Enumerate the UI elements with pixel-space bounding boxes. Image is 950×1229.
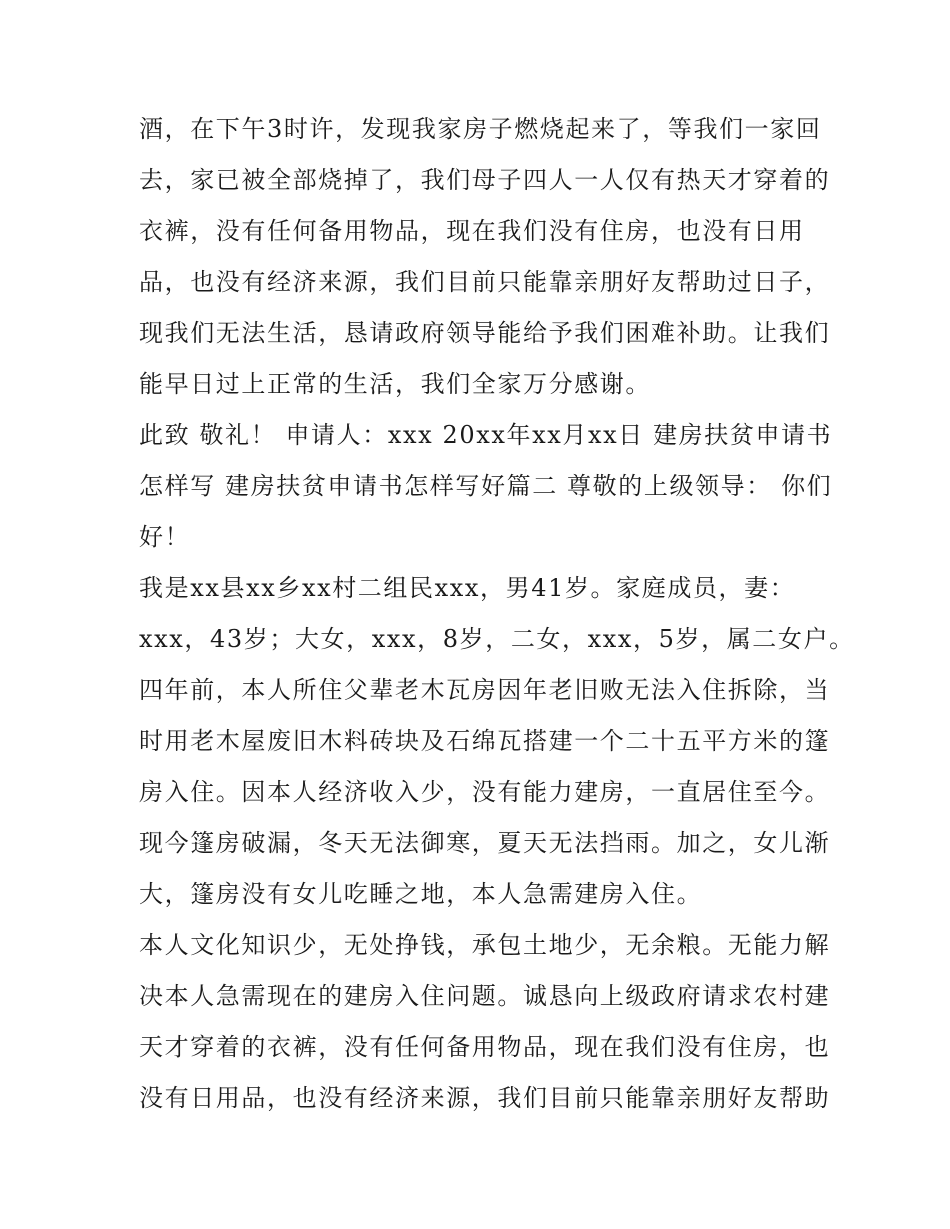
text-line: 没有日用品，也没有经济来源，我们目前只能靠亲朋好友帮助 — [139, 1084, 831, 1112]
text-line: 房入住。因本人经济收入少，没有能力建房，一直居住至今。 — [139, 778, 831, 806]
text-line: 酒，在下午3时许，发现我家房子燃烧起来了，等我们一家回 — [139, 115, 822, 143]
text-line: 品，也没有经济来源，我们目前只能靠亲朋好友帮助过日子， — [139, 268, 831, 296]
text-line: 去，家已被全部烧掉了，我们母子四人一人仅有热天才穿着的 — [139, 166, 831, 194]
text-line: xxx，43岁；大女，xxx，8岁，二女，xxx，5岁，属二女户。 — [139, 625, 855, 653]
text-line: 怎样写 建房扶贫申请书怎样写好篇二 尊敬的上级领导： 你们 — [139, 472, 833, 500]
text-line: 好！ — [139, 523, 191, 551]
text-line: 时用老木屋废旧木料砖块及石绵瓦搭建一个二十五平方米的篷 — [139, 727, 831, 755]
text-line: 此致 敬礼！ 申请人：xxx 20xx年xx月xx日 建房扶贫申请书 — [139, 421, 833, 449]
text-line: 决本人急需现在的建房入住问题。诚恳向上级政府请求农村建 — [139, 982, 831, 1010]
document-body — [139, 104, 855, 1124]
text-line: 现今篷房破漏，冬天无法御寒，夏天无法挡雨。加之，女儿渐 — [139, 829, 831, 857]
text-line: 本人文化知识少，无处挣钱，承包土地少，无余粮。无能力解 — [139, 931, 831, 959]
text-line: 大，篷房没有女儿吃睡之地，本人急需建房入住。 — [139, 880, 703, 908]
text-line: 天才穿着的衣裤，没有任何备用物品，现在我们没有住房，也 — [139, 1033, 831, 1061]
text-line: 现我们无法生活，恳请政府领导能给予我们困难补助。让我们 — [139, 319, 831, 347]
text-line: 能早日过上正常的生活，我们全家万分感谢。 — [139, 370, 651, 398]
text-line: 四年前，本人所住父辈老木瓦房因年老旧败无法入住拆除，当 — [139, 676, 831, 704]
text-line: 我是xx县xx乡xx村二组民xxx，男41岁。家庭成员，妻： — [139, 574, 796, 602]
text-line: 衣裤，没有任何备用物品，现在我们没有住房，也没有日用 — [139, 217, 805, 245]
